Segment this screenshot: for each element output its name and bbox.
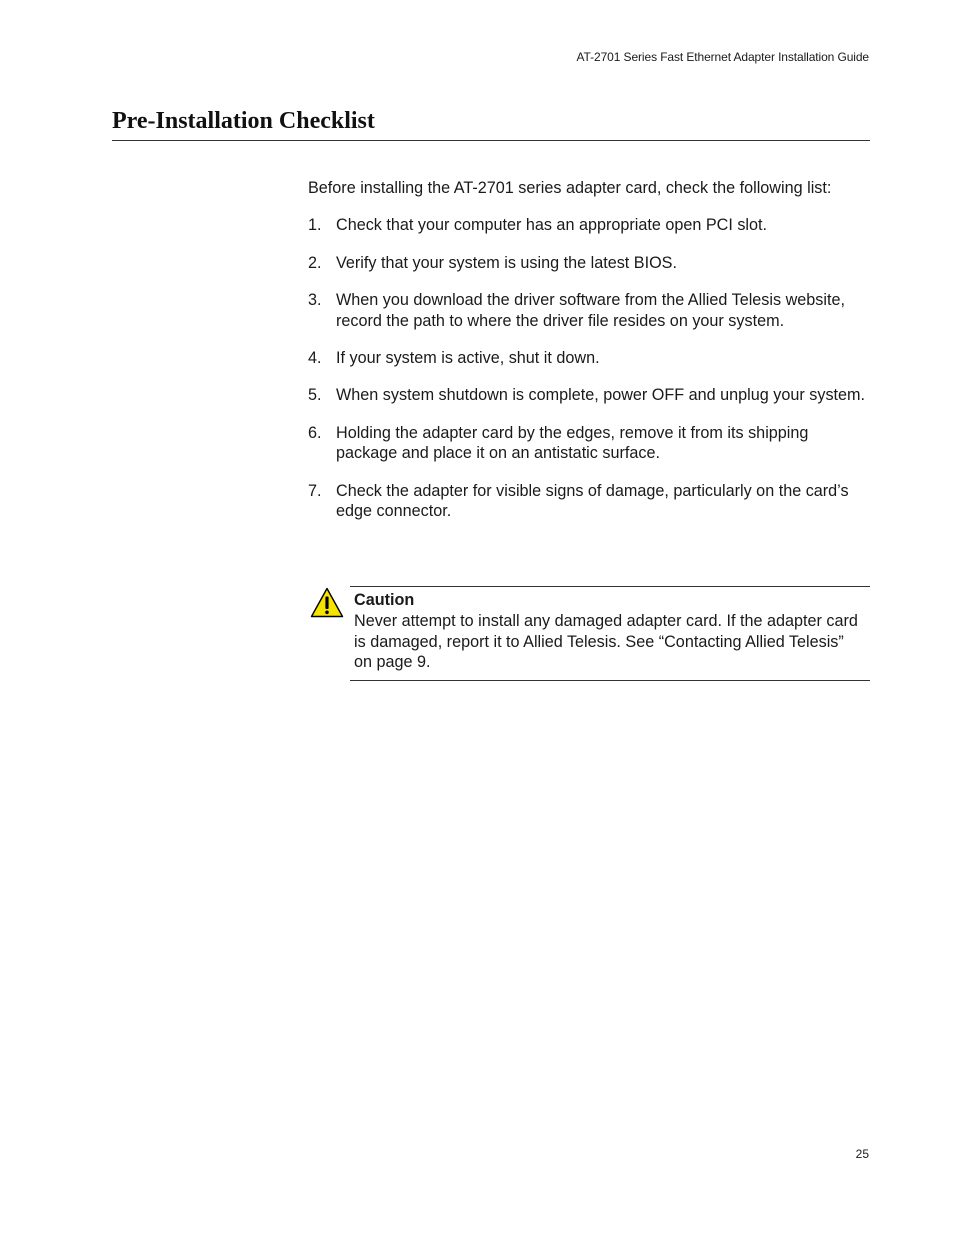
step-text: Holding the adapter card by the edges, remove it from its shipping package and place it on an antistatic surface.	[336, 423, 809, 463]
intro-paragraph: Before installing the AT-2701 series adapter card, check the following list:	[308, 179, 832, 197]
page-number: 25	[855, 1147, 869, 1161]
caution-text: Never attempt to install any damaged adapter card. If the adapter card is damaged, report it to Allied Telesis. See “Contacting Allied Telesis” on page 9.	[354, 612, 858, 672]
step-text: When system shutdown is complete, power OFF and unplug your system.	[336, 386, 866, 405]
body-column	[308, 178, 873, 538]
step-number: 4.	[308, 349, 322, 368]
checklist-step	[308, 253, 873, 273]
checklist-step	[308, 385, 873, 405]
checklist-step	[308, 423, 873, 464]
step-number: 7.	[308, 481, 322, 500]
step-number: 6.	[308, 423, 322, 442]
title-rule	[112, 140, 870, 141]
checklist	[308, 215, 873, 521]
caution-box	[350, 586, 870, 681]
step-text: When you download the driver software from the Allied Telesis website, record the path to where the driver file resides on your system.	[336, 291, 845, 330]
caution-title: Caution	[354, 591, 415, 609]
step-text: Check the adapter for visible signs of damage, particularly on the card’s edge connector.	[336, 481, 849, 521]
checklist-step	[308, 348, 873, 368]
step-text: Verify that your system is using the latest BIOS.	[336, 253, 677, 272]
step-text: Check that your computer has an appropriate open PCI slot.	[336, 216, 768, 235]
caution-notice	[308, 586, 870, 682]
running-header: AT-2701 Series Fast Ethernet Adapter Installation Guide	[576, 50, 869, 64]
checklist-step	[308, 290, 873, 331]
step-number: 2.	[308, 253, 322, 272]
section-title: Pre-Installation Checklist	[112, 108, 375, 134]
step-number: 3.	[308, 291, 322, 310]
checklist-step	[308, 481, 873, 522]
checklist-step	[308, 215, 873, 235]
warning-triangle-icon	[310, 587, 344, 618]
step-number: 5.	[308, 386, 322, 405]
step-number: 1.	[308, 216, 322, 235]
step-text: If your system is active, shut it down.	[336, 349, 600, 368]
